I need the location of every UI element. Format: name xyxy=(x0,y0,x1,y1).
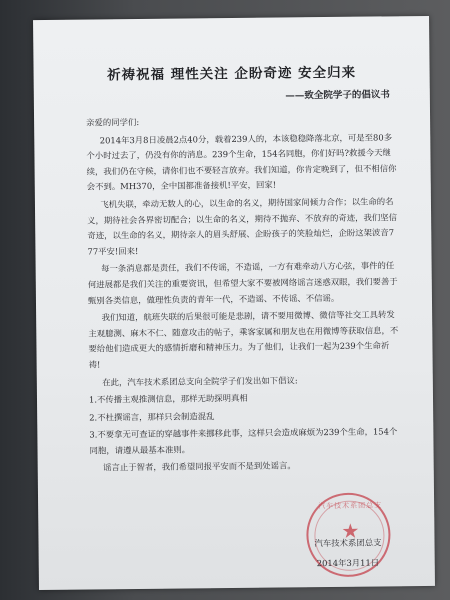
proposal-item-3: 3.不要拿无可查证的穿越事件来挪移此事，这样只会造成麻烦为239个生命，154个同胞，请遵从最基本准则。 xyxy=(89,426,398,456)
proposal-item-1: 1.不传播主观推测信息，那样无助探明真相 xyxy=(88,392,248,405)
closing-paragraph: 谣言止于智者，我们希望同报平安而不是到处谣言。 xyxy=(103,460,296,473)
greeting: 亲爱的同学们: xyxy=(86,116,140,128)
seal-text: 汽车技术系团总支 xyxy=(318,501,383,511)
signature-organization: 汽车技术系团总支 xyxy=(314,537,382,549)
paragraph-1: 2014年3月8日凌晨2点40分，载着239人的，本该稳稳降落北京，可是至80多个小时过去了，仍没有你的消息。239个生命，154名同胞，你们好吗?救援今天继续，我们仍在守候，请你们也不要轻言放弃。我们知道，你肯定晚到了，但不相信你会不到。MH370，全中国都准备接机!平安，回家! xyxy=(86,131,397,192)
paragraph-5: 在此，汽车技术系团总支向全院学子们发出如下倡议: xyxy=(102,374,298,387)
document-body xyxy=(86,112,402,478)
document-title: 祈祷祝福 理性关注 企盼奇迹 安全归来 xyxy=(106,64,357,84)
document-paper xyxy=(33,16,435,590)
seal-star-icon: ★ xyxy=(341,518,360,543)
paragraph-2: 飞机失联，牵动无数人的心，以生命的名义，期待国家间倾力合作；以生命的名义，期待社会各界密切配合；以生命的名义，期待不抛弃、不放弃的奇迹，我们坚信奇迹，以生命的名义，期待亲人的眉头舒展、企盼孩子的笑脸灿烂，企盼这架波音777平安!回来! xyxy=(87,196,398,257)
paragraph-4: 我们知道，航班失联的后果很可能是悲剧，请不要用微博、微信等社交工具转发主观臆测、麻木不仁、随意攻击的帖子，乘客家属和朋友也在用微博等获取信息，不要给他们造成更大的感情折磨和精神压力。为了他们，让我们一起为239个生命祈祷! xyxy=(88,309,399,370)
paragraph-3: 每一条消息都是责任，我们不传谣，不造谣，一方有难牵动八方心弦，事件的任何进展都是我们关注的重要资讯，但希望大家不要被网络谣言迷惑双眼，我们要善于甄别各类信息，做理性负责的青年一代，不造谣、不传谣、不信谣。 xyxy=(87,260,398,306)
document-subtitle: ——致全院学子的倡议书 xyxy=(285,89,390,102)
proposal-item-2: 2.不杜撰谣言，那样只会制造混乱 xyxy=(89,410,215,423)
signature-date: 2014年3月11日 xyxy=(316,557,380,569)
